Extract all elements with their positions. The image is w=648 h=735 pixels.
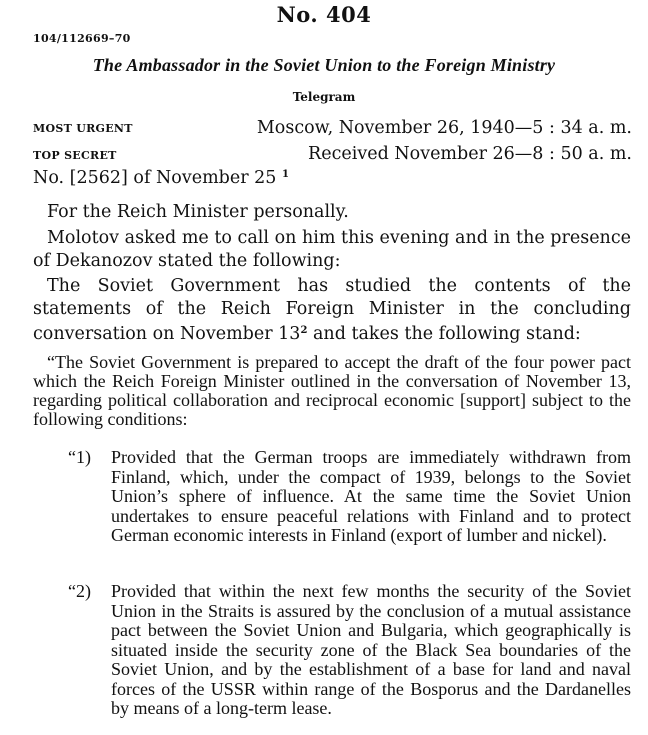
paragraph-text-part-a: The Soviet Government has studied the contents of the statements of the Reich Foreign Minister in the concluding conversation on November 13	[33, 276, 631, 344]
quote-introduction	[33, 353, 631, 429]
document-reference: 104/112669–70	[33, 32, 131, 45]
document-heading: The Ambassador in the Soviet Union to the Foreign Ministry	[92, 55, 556, 75]
quote-text: “The Soviet Government is prepared to accept the draft of the four power pact which the Reich Foreign Minister outlined in the conversation of November 13, regarding political collaboration and reciprocal economic [support] subject to the following conditions:	[33, 352, 631, 429]
paragraph-text-part-b: and takes the following stand:	[307, 324, 581, 344]
document-type: Telegram	[292, 90, 356, 104]
classification-most-urgent: MOST URGENT	[33, 122, 133, 135]
paragraph-soviet-government-studied	[33, 275, 631, 346]
condition-item-1	[68, 448, 631, 546]
condition-text: Provided that the German troops are immediately withdrawn from Finland, which, under the compact of 1939, belongs to the Soviet Union’s sphere of influence. At the same time the Soviet Union undertakes to ensure peaceful relations with Finland and to protect German economic interests in Finland (export of lumber and nickel).	[111, 447, 631, 545]
paragraph-text: For the Reich Minister personally.	[47, 202, 349, 222]
condition-item-2	[68, 582, 631, 719]
telegram-number	[33, 168, 289, 188]
sent-dateline: Moscow, November 26, 1940—5 : 34 a. m.	[256, 118, 632, 138]
condition-label: “1)	[68, 447, 91, 467]
telegram-number-text: No. [2562] of November 25	[33, 168, 277, 188]
paragraph-text: Molotov asked me to call on him this evening and in the presence of Dekanozov stated the following:	[33, 228, 631, 271]
footnote-ref-1: 1	[282, 169, 289, 180]
classification-top-secret: TOP SECRET	[33, 149, 117, 162]
footnote-ref-2: 2	[300, 325, 308, 336]
received-dateline: Received November 26—8 : 50 a. m.	[308, 144, 632, 164]
document-number-title: No. 404	[276, 2, 372, 27]
condition-text: Provided that within the next few months the security of the Soviet Union in the Straits is assured by the conclusion of a mutual assistance pact between the Soviet Union and Bulgaria, which geographically is situated inside the security zone of the Black Sea boundaries of the Soviet Union, and by the establishment of a base for land and naval forces of the USSR within range of the Bosporus and the Dardanelles by means of a long-term lease.	[111, 581, 631, 718]
paragraph-molotov	[33, 227, 631, 272]
paragraph-reich-minister	[33, 201, 631, 224]
condition-label: “2)	[68, 581, 91, 601]
paragraph-text	[33, 275, 631, 346]
